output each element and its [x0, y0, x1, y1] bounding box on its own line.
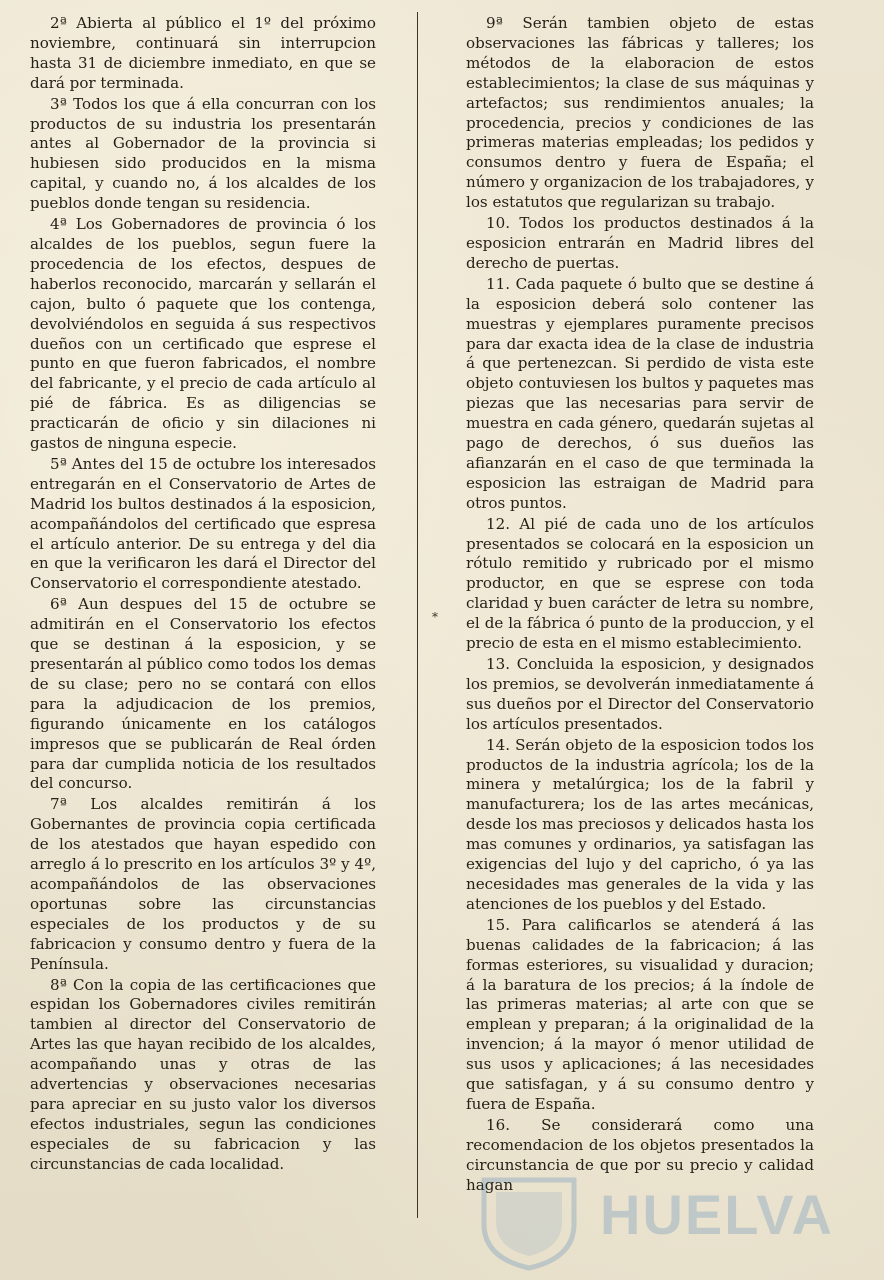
article-text: Cada paquete ó bulto que se destine á la esposicion deberá solo contener las muestras y ejemplares puramente precisos para dar exacta idea de la clase de industria á que pertenezcan. Si perdido de vista este objeto contuviesen los bultos y paquetes mas piezas que las necesarias para servir de muestra en cada género, quedarán sujetas al pago de derechos, ó sus dueños las afianzarán en el caso de que terminada la esposicion las estraigan de Madrid para otros puntos. — [466, 274, 814, 512]
article-text: Los alcaldes remitirán á los Gobernantes de provincia copia certificada de los atestados que hayan espedido con arreglo á lo prescrito en los artículos 3º y 4º, acompañándolos de las observaciones oportunas sobre las circunstancias especiales de los productos y de su fabricacion y consumo dentro y fuera de la Península. — [30, 795, 376, 973]
article-text: Concluida la esposicion, y designados los premios, se devolverán inmediatamente á sus dueños por el Director del Conservatorio los artículos presentados. — [466, 655, 814, 733]
shield-icon — [474, 1172, 584, 1272]
article-text: Para calificarlos se atenderá á las buenas calidades de la fabricacion; á las formas esteriores, su visualidad y duracion; á la baratura de los precios; á la índole de las primeras materias; al arte con que se emplean y preparan; á la originalidad de la invencion; á la mayor ó menor utilidad de sus usos y aplicaciones; á las necesidades que satisfagan, y á su consumo dentro y fuera de España. — [466, 915, 814, 1113]
article-number: 6ª — [50, 595, 67, 614]
left-column — [30, 14, 376, 1176]
watermark-text: HUELVA — [600, 1183, 834, 1246]
article-text: Abierta al público el 1º del próximo noviembre, continuará sin interrupcion hasta 31 de diciembre inmediato, en que se dará por terminada. — [30, 14, 376, 92]
article-number: 14. — [486, 735, 511, 754]
article-number: 9ª — [486, 14, 503, 32]
article-14 — [466, 736, 814, 915]
article-number: 4ª — [50, 215, 67, 234]
article-number: 11. — [486, 274, 511, 293]
article-2 — [30, 14, 376, 94]
article-text: Con la copia de las certificaciones que espidan los Gobernadores civiles remitirán tambien al director del Conservatorio de Artes las que hayan recibido de los alcaldes, acompañando unas y otras de las advertencias y observaciones necesarias para apreciar en su justo valor los diversos efectos industriales, segun las condiciones especiales de su fabricacion y las circunstancias de cada localidad. — [30, 975, 376, 1173]
article-9 — [466, 14, 814, 213]
article-text: Serán objeto de la esposicion todos los productos de la industria agrícola; los de la minera y metalúrgica; los de la fabril y manufacturera; los de las artes mecánicas, desde los mas preciosos y delicados hasta los mas comunes y ordinarios, ya satisfagan las exigencias del lujo y del capricho, ó ya las necesidades mas generales de la vida y las atenciones de los pueblos y del Estado. — [466, 735, 814, 913]
article-4 — [30, 215, 376, 454]
article-text: Todos los productos destinados á la esposicion entrarán en Madrid libres del derecho de puertas. — [466, 214, 814, 272]
article-number: 12. — [486, 514, 511, 533]
margin-mark: * — [432, 610, 438, 624]
article-number: 2ª — [50, 14, 67, 32]
article-8 — [30, 976, 376, 1175]
article-3 — [30, 95, 376, 214]
article-number: 10. — [486, 214, 511, 233]
article-text: Antes del 15 de octubre los interesados entregarán en el Conservatorio de Artes de Madrid los bultos destinados á la esposicion, acompañándolos del certificado que espresa el artículo anterior. De su entrega y del dia en que la verificaron les dará el Director del Conservatorio el correspondiente atestado. — [30, 454, 376, 593]
article-number: 3ª — [50, 94, 67, 113]
library-watermark — [474, 1172, 834, 1272]
article-6 — [30, 595, 376, 794]
right-column — [466, 14, 814, 1196]
article-13 — [466, 655, 814, 735]
article-5 — [30, 455, 376, 594]
article-text: Se considerará como una recomendacion de los objetos presentados la circunstancia de que por su precio y calidad hagan — [466, 1115, 814, 1194]
article-10 — [466, 214, 814, 274]
article-text: Al pié de cada uno de los artículos presentados se colocará en la esposicion un rótulo remitido y rubricado por el mismo productor, en que se esprese con toda claridad y buen carácter de letra su nombre, el de la fábrica ó punto de la produccion, y el precio de esta en el mismo establecimiento. — [466, 514, 814, 653]
article-text: Aun despues del 15 de octubre se admitirán en el Conservatorio los efectos que se destinan á la esposicion, y se presentarán al público como todos los demas de su clase; pero no se contará con ellos para la adjudicacion de los premios, figurando únicamente en los catálogos impresos que se publicarán de Real órden para dar cumplida noticia de los resultados del concurso. — [30, 595, 376, 793]
article-7 — [30, 795, 376, 974]
article-12 — [466, 515, 814, 654]
article-number: 8ª — [50, 975, 67, 994]
article-number: 13. — [486, 655, 511, 673]
article-text: Los Gobernadores de provincia ó los alcaldes de los pueblos, segun fuere la procedencia de los efectos, despues de haberlos reconocido, marcarán y sellarán el cajon, bulto ó paquete que los contenga, devolviéndolos en seguida á sus respectivos dueños con un certificado que esprese el punto en que fueron fabricados, el nombre del fabricante, y el precio de cada artículo al pié de fábrica. Es as diligencias se practicarán de oficio y sin dilaciones ni gastos de ninguna especie. — [30, 215, 376, 453]
article-text: Todos los que á ella concurran con los productos de su industria los presentarán antes al Gobernador de la provincia si hubiesen sido producidos en la misma capital, y cuando no, á los alcaldes de los pueblos donde tengan su residencia. — [30, 94, 376, 213]
article-text: Serán tambien objeto de estas observaciones las fábricas y talleres; los métodos de la elaboracion de estos establecimientos; la clase de sus máquinas y artefactos; sus rendimientos anuales; la procedencia, precios y condiciones de las primeras materias empleadas; los pedidos y consumos dentro y fuera de España; el número y organizacion de los trabajadores, y los estatutos que regularizan su trabajo. — [466, 14, 814, 212]
column-divider — [417, 12, 418, 1218]
article-11 — [466, 275, 814, 514]
article-number: 16. — [486, 1115, 511, 1134]
article-15 — [466, 916, 814, 1115]
article-number: 7ª — [50, 795, 67, 814]
article-number: 15. — [486, 915, 511, 934]
article-number: 5ª — [50, 454, 67, 473]
